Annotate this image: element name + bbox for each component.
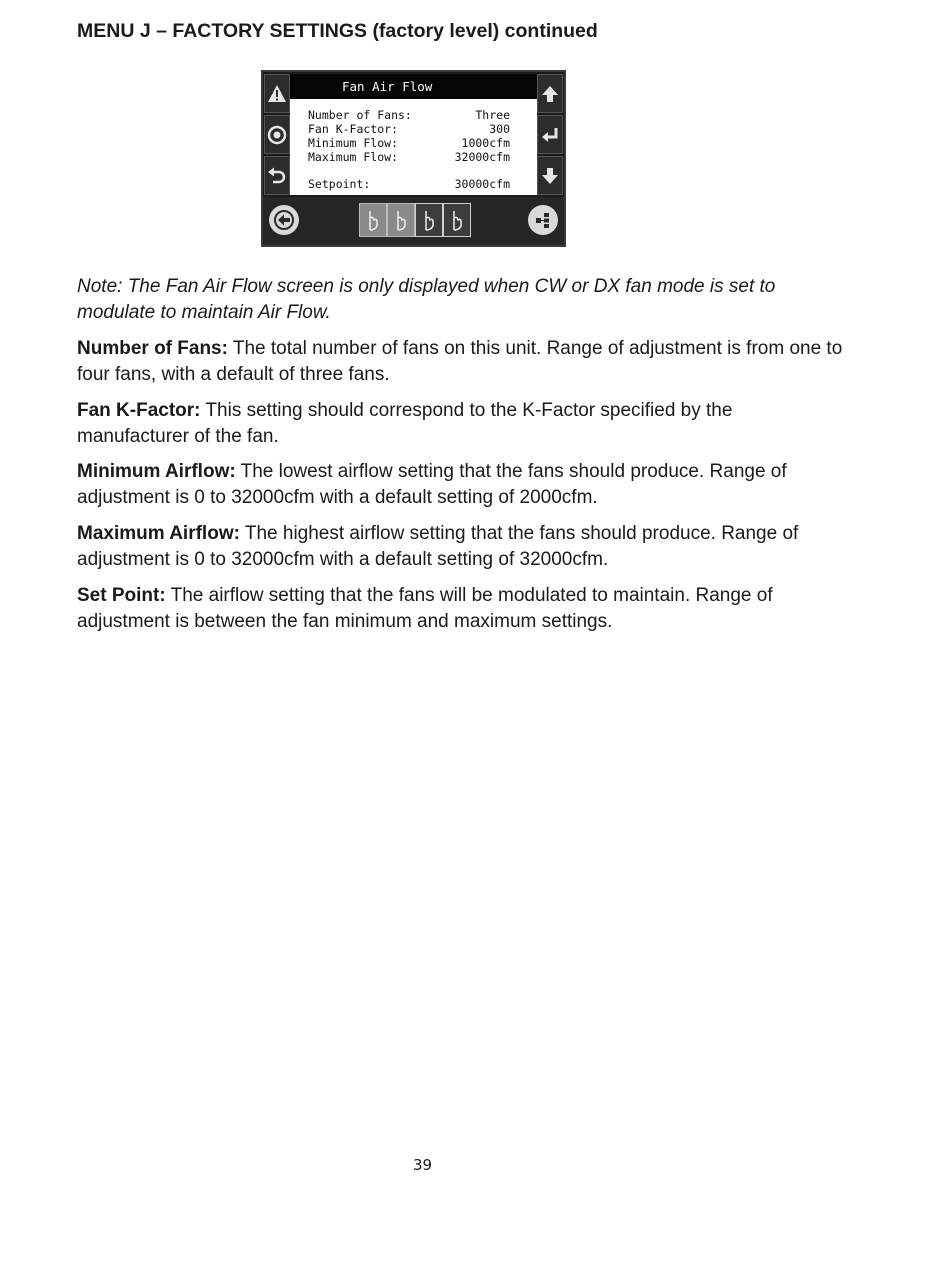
setting-value: 30000cfm — [454, 177, 510, 191]
mode-cell — [387, 203, 415, 237]
mode-cell-active — [443, 203, 471, 237]
down-button — [537, 156, 563, 195]
hand-icon — [418, 208, 440, 232]
definition-term: Minimum Airflow: — [77, 461, 236, 482]
lcd-display — [290, 74, 537, 195]
screen-title: Fan Air Flow — [290, 74, 537, 99]
definition-maximum-airflow — [77, 521, 847, 573]
arrow-down-icon — [540, 166, 560, 186]
menu-button — [528, 205, 558, 235]
definition-minimum-airflow — [77, 459, 847, 511]
note-paragraph: Note: The Fan Air Flow screen is only displayed when CW or DX fan mode is set to modulate to maintain Air Flow. — [77, 276, 776, 323]
hand-icon — [390, 208, 412, 232]
enter-icon — [540, 125, 560, 145]
definition-number-of-fans — [77, 336, 847, 388]
enter-button — [537, 115, 563, 154]
definition-text: The airflow setting that the fans will be modulated to maintain. Range of adjustment is between the fan minimum and maximum settings. — [77, 585, 773, 632]
definition-term: Fan K-Factor: — [77, 400, 201, 421]
definition-text: This setting should correspond to the K-Factor specified by the manufacturer of the fan. — [77, 400, 733, 447]
setting-value: 300 — [489, 122, 510, 136]
setting-label: Number of Fans: — [308, 108, 412, 122]
definition-term: Number of Fans: — [77, 338, 228, 359]
definition-set-point — [77, 583, 847, 635]
warning-icon — [267, 84, 287, 104]
definition-text: The total number of fans on this unit. Range of adjustment is from one to four fans, with a default of three fans. — [77, 338, 843, 385]
up-button — [537, 74, 563, 113]
hand-icon — [362, 208, 384, 232]
hand-icon — [446, 208, 468, 232]
page-number: 39 — [412, 1156, 433, 1174]
back-button — [269, 205, 299, 235]
controller-screen — [261, 70, 566, 247]
mode-cell — [359, 203, 387, 237]
definition-text: The highest airflow setting that the fans should produce. Range of adjustment is 0 to 32000cfm with a default setting of 32000cfm. — [77, 523, 799, 570]
setting-row — [308, 122, 510, 137]
arrow-up-icon — [540, 84, 560, 104]
setting-label: Maximum Flow: — [308, 150, 399, 164]
bottom-bar — [263, 197, 564, 245]
mode-cell-active — [415, 203, 443, 237]
left-button-column — [264, 74, 290, 195]
target-icon — [267, 125, 287, 145]
mode-selector — [359, 203, 471, 237]
menu-icon — [533, 210, 553, 230]
page-heading: MENU J – FACTORY SETTINGS (factory level) continued — [77, 20, 598, 42]
alarm-button — [264, 74, 290, 113]
setting-row — [308, 108, 510, 123]
definition-term: Maximum Airflow: — [77, 523, 240, 544]
undo-icon — [267, 166, 287, 186]
right-button-column — [537, 74, 563, 195]
definition-term: Set Point: — [77, 585, 166, 606]
setting-value: 1000cfm — [461, 136, 510, 150]
setting-row — [308, 150, 510, 165]
arrow-left-icon — [274, 210, 294, 230]
setting-label: Setpoint: — [308, 177, 371, 191]
definition-fan-k-factor — [77, 398, 847, 450]
definition-text: The lowest airflow setting that the fans should produce. Range of adjustment is 0 to 32000cfm with a default setting of 2000cfm. — [77, 461, 787, 508]
status-button — [264, 115, 290, 154]
setting-label: Minimum Flow: — [308, 136, 399, 150]
setting-value: 32000cfm — [454, 150, 510, 164]
setting-value: Three — [475, 108, 510, 122]
setting-label: Fan K-Factor: — [308, 122, 399, 136]
undo-button — [264, 156, 290, 195]
setting-row — [308, 136, 510, 151]
setting-row — [308, 177, 510, 192]
